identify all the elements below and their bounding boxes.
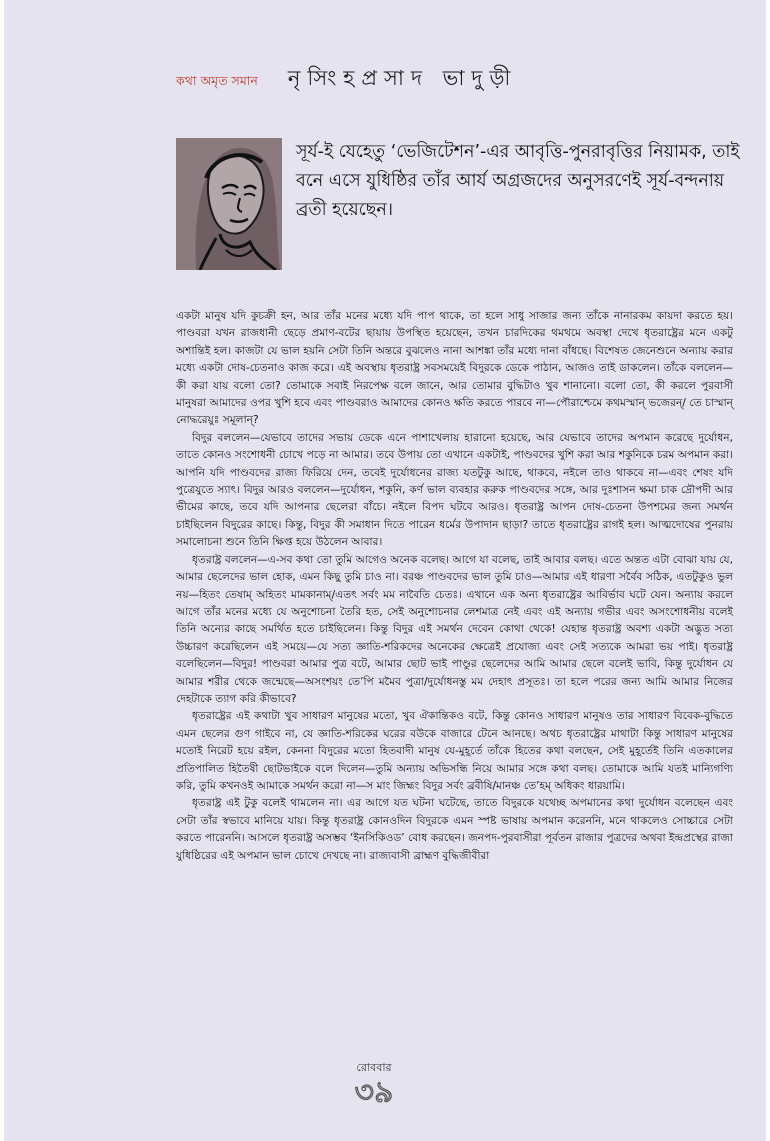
magazine-name: রোববার [356, 1061, 392, 1074]
article-body [176, 308, 733, 865]
pull-quote: সূর্য-ই যেহেতু ‘ভেজিটেশন’-এর আবৃত্তি-পুনরাবৃত্তির নিয়ামক, তাই বনে এসে যুধিষ্ঠির তাঁর আর্য অগ্রজদের অনুসরণেই সূর্য-বন্দনায় ব্রতী হয়েছেন। [296, 142, 740, 220]
page-number: ৩৯ [354, 1075, 394, 1110]
magazine-page [4, 0, 766, 1141]
column-header [176, 62, 736, 98]
portrait-illustration [176, 138, 282, 270]
paragraph: একটা মানুষ যদি কুচক্রী হন, আর তাঁর মনের মধ্যে যদি পাপ থাকে, তা হলে সাধু সাজার জন্য তাঁকে নানারকম কায়দা করতে হয়। পাণ্ডবরা যখন রাজধানী ছেড়ে প্রমাণ-বটের ছায়ায় উপস্থিত হয়েছেন, তখন চারদিকের থমথমে অবস্থা দেখে ধৃতরাষ্ট্রের মনে একটু অশান্তিই হল। কাজটা যে ভাল হয়নি সেটা তিনি অন্তরে বুঝলেও নানা আশঙ্কা তাঁর মধ্যে দানা বাঁধছে। বিশেষত জেনেশুনে অন্যায় করার মধ্যে একটা দোষ-চেতনাও কাজ করে। এই অবস্থায় ধৃতরাষ্ট্র সবসময়েই বিদুরকে ডেকে পাঠান, আজও তাই ডাকলেন। তাঁকে বললেন—কী করা যায় বলো তো? তোমাকে সবাই নিরপেক্ষ বলে জানে, আর তোমার বুদ্ধিটাও খুব শানানো। বলো তো, কী করলে পুরবাসী মানুষরা আমাদের ওপর খুশি হবে এবং পাণ্ডবরাও আমাদের কোনও ক্ষতি করতে পারবে না—পৌরাশ্চেমে কথমস্মান্ ভজেরন্/ তে চাস্মান্ নোদ্ধরেয়ুঃ সমূলান্? [176, 310, 734, 427]
paragraph: ধৃতরাষ্ট্র এই টুকু বলেই থামলেন না। এর আগে যত ঘটনা ঘটেছে, তাতে বিদুরকে যথেচ্ছ অপমানের কথা দুর্যোধন বলেছেন এবং সেটা তাঁর স্বভাবে মানিয়ে যায়। কিন্তু ধৃতরাষ্ট্র কোনওদিন বিদুরকে এমন স্পষ্ট ভাষায় অপমান করেননি, মনে থাকলেও সোচ্চারে সেটা করতে পারেননি। আসলে ধৃতরাষ্ট্র অসম্ভব ‘ইনসিকিওড’ বোধ করছেন। জনপদ-পুরবাসীরা পূর্বতন রাজার পুত্রদের অথবা ইন্দ্রপ্রস্থের রাজা যুধিষ্ঠিরের এই অপমান ভাল চোখে দেখছে না। রাজ্যবাসী ব্রাহ্মণ বুদ্ধিজীবীরা [176, 797, 733, 862]
paragraph: ধৃতরাষ্ট্রের এই কথাটা খুব সাধারণ মানুষের মতো, খুব ঐকান্তিকও বটে, কিন্তু কোনও সাধারণ মানুষও তার সাধারণ বিবেক-বুদ্ধিতে এমন ছেলের গুণ গাইবে না, যে জ্ঞাতি-শরিকের ঘরের বউকে বাজারে টেনে আনছে। অথচ ধৃতরাষ্ট্রের মাথাটা কিন্তু সাধারণ মানুষের মতোই নিরেট হয়ে রইল, কেননা বিদুরের মতো হিতবাদী মানুষ যে-মুহূর্তে তাঁকে হিতের কথা বলছেন, সেই মুহূর্তেই তিনি এতকালের প্রতিপালিত হিতৈষী ছোটভাইকে বলে দিলেন—তুমি অন্যায় অভিসন্ধি নিয়ে আমার সঙ্গে কথা বলছ। তোমাকে আমি যতই মান্যিগণ্যি করি, তুমি কখনওই আমাকে সমর্থন করো না—স মাং জিহ্মং বিদুর সর্বং ব্রবীষি/মানঞ্চ তে’হম্ অধিকং ধারয়ামি। [176, 710, 733, 792]
column-name: কথা অমৃত সমান [176, 73, 258, 88]
paragraph: ধৃতরাষ্ট্র বললেন—এ-সব কথা তো তুমি আগেও অনেক বলেছ। আগে যা বলেছ, তাই আবার বলছ। এতে অন্তত এটা বোঝা যায় যে, আমার ছেলেদের ভাল হোক, এমন কিছু তুমি চাও না। বরঞ্চ পাণ্ডবদের ভাল তুমি চাও—আমার এই ধারণা সর্বৈব সঠিক, এতটুকুও ভুল নয়—হিতং তেষাম্ অহিতং মামকানাম্/এতৎ সর্বং মম নাবৈতি চেতঃ। এখানে এক অন্য ধৃতরাষ্ট্রের আবির্ভাব ঘটে যেন। অন্যায় করলে আগে তাঁর মনের মধ্যে যে অনুশোচনা তৈরি হত, সেই অনুশোচনার লেশমাত্র নেই এবং এই অন্যায় গভীর এবং অসংশোধনীয় বলেই তিনি অন্যের কাছে সমর্থিত হতে চাইছিলেন। কিন্তু বিদুর এই সমর্থন দেবেন কোথা থেকে! যেহান্ত ধৃতরাষ্ট্র অবশ্য একটা অদ্ভুত সত্য উচ্চারণ করেছিলেন এই সময়ে—যে সত্য জ্ঞাতি-শরিকদের অনেকের ক্ষেত্রেই প্রযোজ্য এবং সেই সত্যকে আমরা ভয় পাই। ধৃতরাষ্ট্র বলেছিলেন—বিদুর! পাণ্ডবরা আমার পুত্র বটে, আমার ছোট ভাই পাণ্ডুর ছেলেদের আমি আমার ছেলে বলেই ভাবি, কিন্তু দুর্যোধন যে আমার শরীর থেকে জন্মেছে—অসংশয়ং তে’পি মমৈব পুত্রা/দুর্যোধনস্তু মম দেহাৎ প্রসূতঃ। তা হলে পরের জন্য আমি আমার নিজের দেহটাকে ত্যাগ করি কীভাবে? [176, 553, 733, 705]
author-name: নৃসিংহপ্রসাদ ভাদুড়ী [287, 66, 518, 90]
paragraph: বিদুর বললেন—যেভাবে তাদের সভায় ডেকে এনে পাশাখেলায় হারানো হয়েছে, আর যেভাবে তাদের অপমান করেছে দুর্যোধন, তাতে কোনও সংশোধনী চোখে পড়ে না আমার। তবে উপায় তো এখানে একটাই, পাণ্ডবদের খুশি করা আর শকুনিকে চরম অপমান করা। আপনি যদি পাণ্ডবদের রাজ্য ফিরিয়ে দেন, তবেই দুর্যোধনের রাজ্য যতটুকু আছে, থাকবে, নইলে তাও থাকবে না—এবং শেষং যদি পুত্রেযুতে স্যাৎ। বিদুর আরও বললেন—দুর্যোধন, শকুনি, কর্ণ ভাল ব্যবহার করুক পাণ্ডবদের সঙ্গে, আর দুঃশাসন ক্ষমা চাক দ্রৌপদী আর ভীমের কাছে, তবে যদি আপনার ছেলেরা বাঁচে। নইলে বিপদ ঘটবে আরও। ধৃতরাষ্ট্র আপন দোষ-চেতনা উপশমের জন্য সমর্থন চাইছিলেন বিদুরের কাছে। কিন্তু, বিদুর কী সমাধান দিতে পারেন ধর্মের উপাদান ছাড়া? তাতে ধৃতরাষ্ট্রের রাগই হল। আত্মদোষের পুনরায় সমালোচনা শুনে তিনি ক্ষিপ্ত হয়ে উঠলেন আবার। [176, 431, 733, 549]
woman-portrait-sketch-icon [176, 138, 282, 270]
